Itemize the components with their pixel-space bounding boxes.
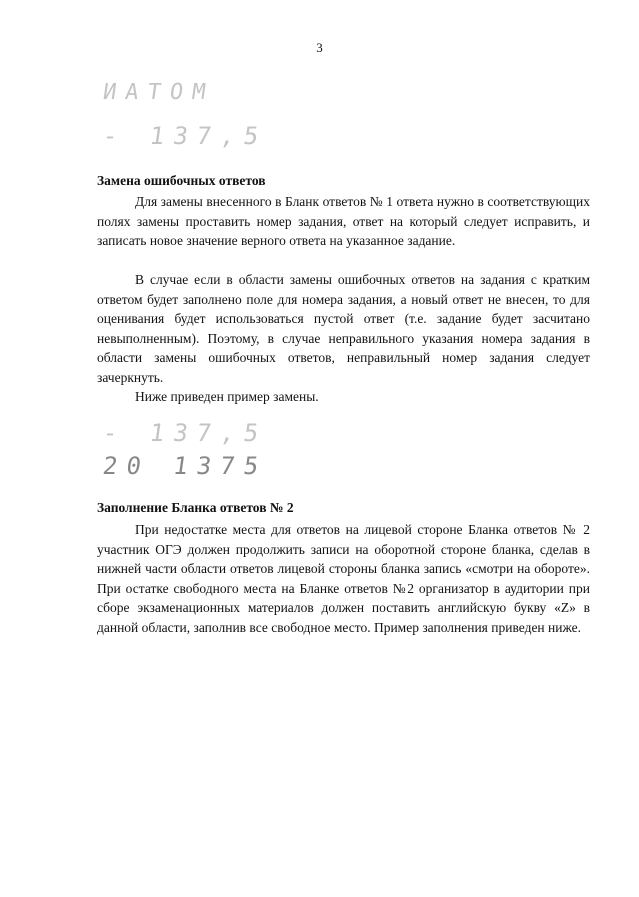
handwriting-example-corrected: 20 1375 [101,452,270,480]
section-title-form2: Заполнение Бланка ответов № 2 [97,500,294,515]
paragraph-form2-instructions: При недостатке места для ответов на лицевой стороне Бланка ответов № 2 участник ОГЭ должен продолжить записи на оборотной стороне бланка, сделав в нижней части области ответов лицевой стороны бланка запись «смотри на обороте». При остатке свободного места на Бланке ответов №2 организатор в аудитории при сборе экзаменационных материалов должен поставить английскую букву «Z» в данной области, заполнив все свободное место. Пример заполнения приведен ниже. [97,522,590,635]
paragraph-replacement-example-intro: Ниже приведен пример замены. [135,389,319,404]
section-title-replacement: Замена ошибочных ответов [97,173,266,188]
page-number: 3 [316,40,323,55]
paragraph-replacement-rules: В случае если в области замены ошибочных ответов на задания с кратким ответом будет заполнено поле для номера задания, а новый ответ не внесен, то для оценивания будет использоваться пустой ответ (т.е. задание будет засчитано невыполненным). Поэтому, в случае неправильного указания номера задания в области замены ошибочных ответов, неправильный номер задания следует зачеркнуть. [97,272,590,385]
handwriting-sample-top: ИАТОМ [101,80,216,105]
paragraph-replacement-intro: Для замены внесенного в Бланк ответов № 1 ответа нужно в соответствующих полях замены проставить номер задания, ответ на который следует исправить, и записать новое значение верного ответа на указанное задание. [97,194,590,249]
handwriting-sample-answer: - 137,5 [101,122,270,150]
handwriting-example-crossed: - 137,5 [101,419,270,447]
